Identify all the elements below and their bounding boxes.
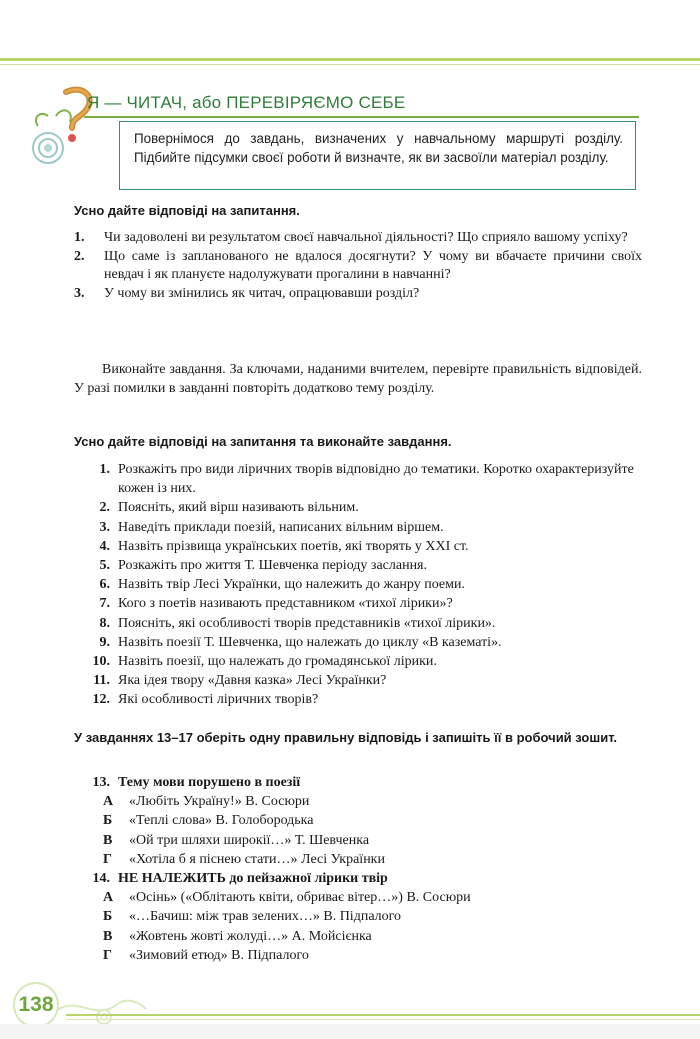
section2-heading: Усно дайте відповіді на запитання та виконайте завдання.	[74, 434, 452, 449]
option-text: «Жовтень жовті жолуді…» А. Мойсієнка	[129, 928, 372, 944]
bottom-divider-thin	[66, 1019, 700, 1020]
list-item	[82, 575, 642, 594]
item-number: 3.	[74, 285, 85, 301]
list-item	[74, 248, 642, 285]
item-text: Яка ідея твору «Давня казка» Лесі Українки?	[118, 673, 387, 689]
bottom-band	[0, 1024, 700, 1039]
item-number: 4.	[99, 538, 110, 554]
item-text: Назвіть прізвища українських поетів, які творять у XXI ст.	[118, 538, 469, 554]
item-number: 8.	[99, 615, 110, 631]
answer-option	[82, 831, 642, 850]
option-letter: Б	[103, 909, 113, 925]
option-text: «Осінь» («Облітають квіти, обриває вітер…») В. Сосюри	[129, 890, 471, 906]
answer-option	[82, 888, 642, 907]
answer-option	[82, 927, 642, 946]
option-text: «Зимовий етюд» В. Підпалого	[129, 947, 309, 963]
option-letter: Г	[103, 947, 112, 963]
top-band	[0, 0, 700, 58]
section-title: Я — ЧИТАЧ, або ПЕРЕВІРЯЄМО СЕБЕ	[87, 93, 406, 112]
item-number: 1.	[74, 230, 85, 245]
answer-option	[82, 792, 642, 811]
option-letter: А	[103, 794, 114, 810]
item-number: 11.	[93, 673, 110, 689]
question-text: НЕ НАЛЕЖИТЬ до пейзажної лірики твір	[118, 871, 388, 887]
top-divider	[0, 58, 700, 61]
list-item	[74, 285, 642, 304]
option-letter: В	[103, 832, 113, 848]
item-number: 9.	[99, 634, 110, 650]
list-item	[82, 633, 642, 652]
item-number: 7.	[99, 596, 110, 612]
item-number: 2.	[74, 248, 85, 264]
option-letter: А	[103, 890, 114, 906]
question-mark-swirl-icon	[26, 82, 96, 172]
option-letter: В	[103, 928, 113, 944]
item-text: Розкажіть про життя Т. Шевченка періоду заслання.	[118, 558, 427, 574]
answer-option	[82, 850, 642, 869]
list-item	[82, 460, 642, 498]
top-divider-thin	[0, 64, 700, 65]
item-text: Розкажіть про види ліричних творів відповідно до тематики. Коротко охарактеризуйте кожен із них.	[118, 462, 634, 497]
list-item	[82, 614, 642, 633]
list-item	[74, 229, 642, 248]
item-number: 1.	[99, 462, 110, 477]
page-number: 138	[18, 993, 54, 1016]
list-item	[82, 498, 642, 517]
item-number: 12.	[92, 692, 110, 708]
test-question	[82, 869, 642, 888]
list-item	[82, 652, 642, 671]
list-item	[82, 594, 642, 613]
option-text: «…Бачиш: між трав зелених…» В. Підпалого	[129, 909, 402, 925]
option-letter: Б	[103, 813, 113, 829]
option-letter: Г	[103, 851, 112, 867]
answer-option	[82, 946, 642, 965]
bottom-divider	[66, 1014, 700, 1016]
test-questions	[82, 773, 642, 965]
section1-heading: Усно дайте відповіді на запитання.	[74, 203, 300, 218]
test-question	[82, 773, 642, 792]
option-text: «Хотіла б я піснею стати…» Лесі Українки	[129, 851, 385, 867]
section1-list	[74, 229, 642, 303]
item-text: Поясніть, які особливості творів представників «тихої лірики».	[118, 615, 496, 631]
section3-heading: У завданнях 13–17 оберіть одну правильну відповідь і запишіть її в робочий зошит.	[74, 730, 618, 745]
item-text: Наведіть приклади поезій, написаних вільним віршем.	[118, 519, 444, 535]
list-item	[82, 690, 642, 709]
list-item	[82, 671, 642, 690]
title-underline	[84, 116, 639, 118]
question-number: 13.	[92, 775, 110, 790]
item-number: 2.	[99, 500, 110, 516]
question-number: 14.	[92, 871, 110, 887]
intro-box: Повернімося до завдань, визначених у навчальному маршруті розділу. Підбийте підсумки своєї роботи й визначте, як ви засвоїли матеріал розділу.	[119, 121, 636, 190]
item-text: Назвіть поезії, що належать до громадянської лірики.	[118, 654, 437, 670]
item-text: Поясніть, який вірш називають вільним.	[118, 500, 359, 516]
item-text: Кого з поетів називають представником «тихої лірики»?	[118, 596, 453, 612]
question-text: Тему мови порушено в поезії	[118, 775, 301, 790]
task-paragraph: Виконайте завдання. За ключами, наданими вчителем, перевірте правильність відповідей. У разі помилки в завданні повторіть додатково тему розділу.	[74, 362, 642, 396]
list-item	[82, 556, 642, 575]
item-number: 6.	[99, 577, 110, 593]
option-text: «Теплі слова» В. Голобородька	[129, 813, 314, 829]
answer-option	[82, 907, 642, 926]
item-text: Чи задоволені ви результатом своєї навчальної діяльності? Що сприяло вашому успіху?	[104, 230, 628, 245]
item-number: 3.	[99, 519, 110, 535]
answer-option	[82, 811, 642, 830]
list-item	[82, 518, 642, 537]
item-number: 10.	[92, 654, 110, 670]
item-text: Які особливості ліричних творів?	[118, 692, 319, 708]
item-number: 5.	[99, 558, 110, 574]
list-item	[82, 537, 642, 556]
section2-list	[82, 460, 642, 710]
item-text: У чому ви змінились як читач, опрацювавши розділ?	[104, 285, 420, 301]
item-text: Назвіть поезії Т. Шевченка, що належать до циклу «В казематі».	[118, 634, 502, 650]
item-text: Що саме із запланованого не вдалося досягнути? У чому ви вбачаєте причини своїх невдач і як плануєте надолужувати прогалини в навчанні?	[104, 248, 642, 282]
option-text: «Ой три шляхи широкії…» Т. Шевченка	[129, 832, 370, 848]
option-text: «Любіть Україну!» В. Сосюри	[129, 794, 310, 810]
item-text: Назвіть твір Лесі Українки, що належить до жанру поеми.	[118, 577, 465, 593]
